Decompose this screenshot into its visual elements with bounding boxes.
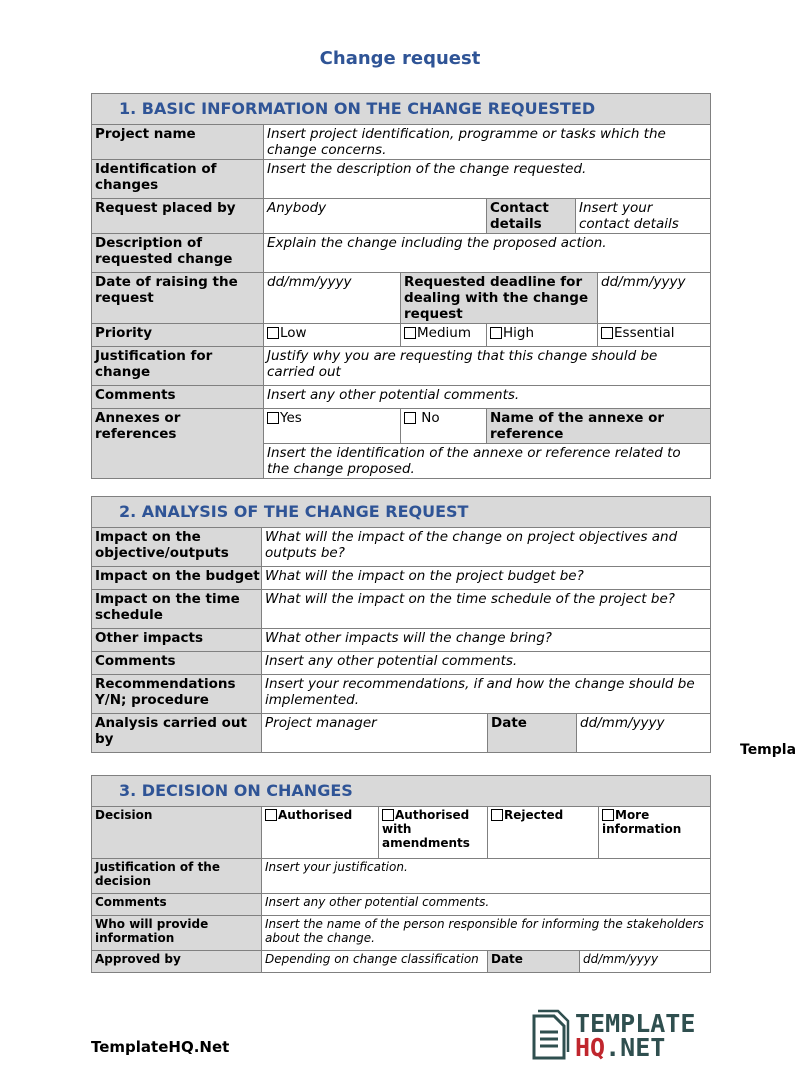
other-impacts-field[interactable]: What other impacts will the change bring?	[262, 629, 711, 652]
annex-identification-field[interactable]: Insert the identification of the annexe or reference related to the change proposed.	[264, 444, 711, 479]
logo-text-template: TEMPLATE	[575, 1009, 696, 1038]
date-label: Date	[488, 951, 580, 973]
decision-option-authorised[interactable]: Authorised	[262, 807, 379, 859]
templatehq-logo	[530, 1006, 715, 1062]
impact-budget-field[interactable]: What will the impact on the project budget be?	[262, 567, 711, 590]
annex-name-label: Name of the annexe or reference	[487, 409, 711, 444]
justification-field[interactable]: Justify why you are requesting that this change should be carried out	[264, 347, 711, 386]
decision-justification-field[interactable]: Insert your justification.	[262, 859, 711, 894]
decision-option-more-information[interactable]: More information	[599, 807, 711, 859]
request-placed-by-label: Request placed by	[92, 199, 264, 234]
description-label: Description of requested change	[92, 234, 264, 273]
impact-objective-label: Impact on the objective/outputs	[92, 528, 262, 567]
checkbox-icon[interactable]	[601, 327, 613, 339]
checkbox-icon[interactable]	[265, 809, 277, 821]
checkbox-icon[interactable]	[491, 809, 503, 821]
priority-option-medium[interactable]: Medium	[401, 324, 487, 347]
checkbox-icon[interactable]	[267, 327, 279, 339]
analysis-by-label: Analysis carried out by	[92, 714, 262, 753]
project-name-label: Project name	[92, 125, 264, 160]
section-basic-information	[91, 93, 711, 479]
checkbox-icon[interactable]	[602, 809, 614, 821]
annex-option-no[interactable]: No	[401, 409, 487, 444]
section-analysis	[91, 496, 711, 753]
justification-label: Justification for change	[92, 347, 264, 386]
comments-field[interactable]: Insert any other potential comments.	[262, 652, 711, 675]
section-2-heading: 2. ANALYSIS OF THE CHANGE REQUEST	[92, 497, 711, 528]
section-decision	[91, 775, 711, 973]
contact-details-field[interactable]: Insert your contact details	[576, 199, 711, 234]
priority-option-essential[interactable]: Essential	[598, 324, 711, 347]
side-watermark-text: Templa	[740, 742, 797, 758]
approved-by-field[interactable]: Depending on change classification	[262, 951, 488, 973]
project-name-field[interactable]: Insert project identification, programme or tasks which the change concerns.	[264, 125, 711, 160]
decision-label: Decision	[92, 807, 262, 859]
decision-option-authorised-with-amendments[interactable]: Authorised with amendments	[379, 807, 488, 859]
identification-of-changes-field[interactable]: Insert the description of the change requested.	[264, 160, 711, 199]
priority-option-low[interactable]: Low	[264, 324, 401, 347]
impact-time-field[interactable]: What will the impact on the time schedule of the project be?	[262, 590, 711, 629]
date-raising-label: Date of raising the request	[92, 273, 264, 324]
page-title: Change request	[319, 48, 481, 69]
date-raising-field[interactable]: dd/mm/yyyy	[264, 273, 401, 324]
date-field[interactable]: dd/mm/yyyy	[577, 714, 711, 753]
who-provides-information-field[interactable]: Insert the name of the person responsible for informing the stakeholders about the change.	[262, 916, 711, 951]
analysis-by-field[interactable]: Project manager	[262, 714, 488, 753]
checkbox-icon[interactable]	[404, 412, 416, 424]
other-impacts-label: Other impacts	[92, 629, 262, 652]
requested-deadline-label: Requested deadline for dealing with the change request	[401, 273, 598, 324]
checkbox-icon[interactable]	[382, 809, 394, 821]
description-field[interactable]: Explain the change including the proposed action.	[264, 234, 711, 273]
requested-deadline-field[interactable]: dd/mm/yyyy	[598, 273, 711, 324]
logo-text-hq-net: HQ.NET	[575, 1033, 666, 1062]
identification-of-changes-label: Identification of changes	[92, 160, 264, 199]
annex-option-yes[interactable]: Yes	[264, 409, 401, 444]
who-provides-information-label: Who will provide information	[92, 916, 262, 951]
contact-details-label: Contact details	[487, 199, 576, 234]
approved-by-label: Approved by	[92, 951, 262, 973]
document-icon	[530, 1008, 570, 1060]
annexes-label: Annexes or references	[92, 409, 264, 479]
date-field[interactable]: dd/mm/yyyy	[580, 951, 711, 973]
checkbox-icon[interactable]	[490, 327, 502, 339]
impact-budget-label: Impact on the budget	[92, 567, 262, 590]
recommendations-label: Recommendations Y/N; procedure	[92, 675, 262, 714]
priority-label: Priority	[92, 324, 264, 347]
checkbox-icon[interactable]	[267, 412, 279, 424]
request-placed-by-field[interactable]: Anybody	[264, 199, 487, 234]
comments-label: Comments	[92, 386, 264, 409]
footer-site-name: TemplateHQ.Net	[91, 1038, 230, 1056]
recommendations-field[interactable]: Insert your recommendations, if and how the change should be implemented.	[262, 675, 711, 714]
decision-justification-label: Justification of the decision	[92, 859, 262, 894]
impact-objective-field[interactable]: What will the impact of the change on project objectives and outputs be?	[262, 528, 711, 567]
section-3-heading: 3. DECISION ON CHANGES	[92, 776, 711, 807]
comments-label: Comments	[92, 652, 262, 675]
comments-label: Comments	[92, 894, 262, 916]
impact-time-label: Impact on the time schedule	[92, 590, 262, 629]
date-label: Date	[488, 714, 577, 753]
checkbox-icon[interactable]	[404, 327, 416, 339]
decision-option-rejected[interactable]: Rejected	[488, 807, 599, 859]
section-1-heading: 1. BASIC INFORMATION ON THE CHANGE REQUESTED	[92, 94, 711, 125]
comments-field[interactable]: Insert any other potential comments.	[264, 386, 711, 409]
priority-option-high[interactable]: High	[487, 324, 598, 347]
comments-field[interactable]: Insert any other potential comments.	[262, 894, 711, 916]
